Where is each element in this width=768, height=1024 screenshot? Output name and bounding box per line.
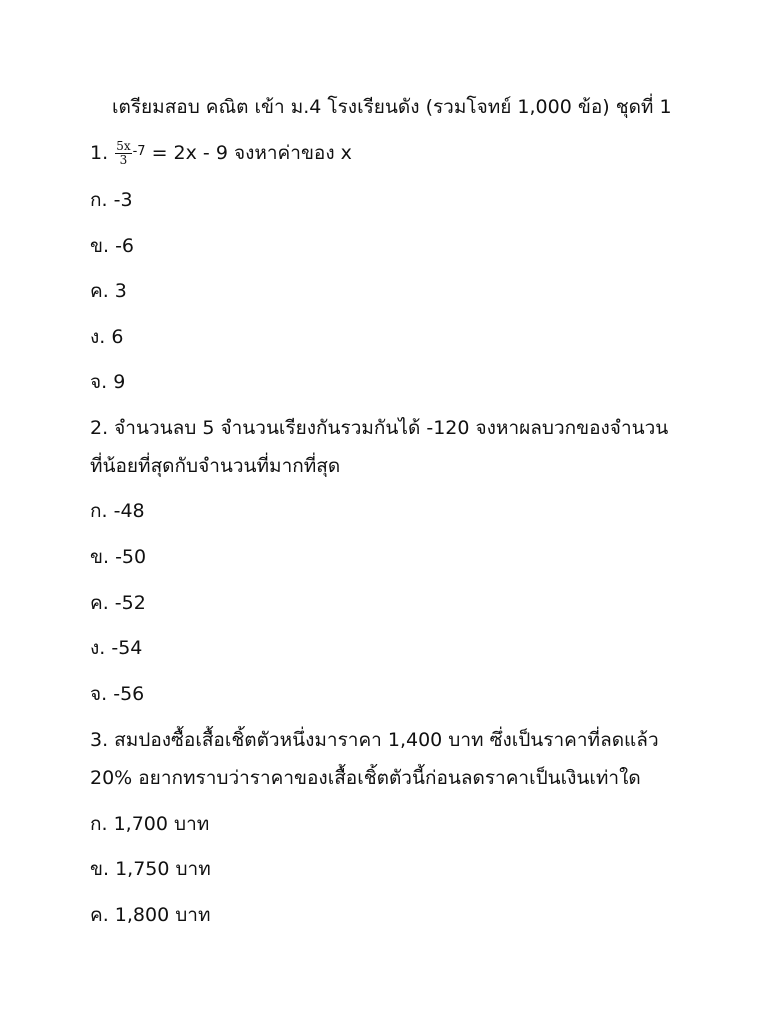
q1-choice-d: ง. 6 <box>90 326 124 348</box>
q2-choice-b: ข. -50 <box>90 546 147 568</box>
q2-choice-e: จ. -56 <box>90 683 145 705</box>
q3-choice-b: ข. 1,750 บาท <box>90 858 211 880</box>
question-2-line-1: 2. จำนวนลบ 5 จำนวนเรียงกันรวมกันได้ -120 จงหาผลบวกของจำนวน <box>90 417 669 439</box>
question-1-number: 1. <box>90 142 109 164</box>
question-1-text: = 2x - 9 จงหาค่าของ x <box>145 142 352 164</box>
q2-choice-c: ค. -52 <box>90 592 146 614</box>
question-1 <box>90 139 352 167</box>
question-3-line-2: 20% อยากทราบว่าราคาของเสื้อเชิ้ตตัวนี้ก่อนลดราคาเป็นเงินเท่าใด <box>90 767 641 789</box>
fraction-numerator: 5x <box>116 139 131 153</box>
q3-choice-a: ก. 1,700 บาท <box>90 813 210 835</box>
q1-choice-c: ค. 3 <box>90 280 127 302</box>
fraction-denominator: 3 <box>119 153 128 167</box>
fraction <box>115 140 131 167</box>
q1-choice-b: ข. -6 <box>90 235 135 257</box>
question-1-minus-seven: -7 <box>132 144 146 159</box>
question-3-line-1: 3. สมปองซื้อเสื้อเชิ้ตตัวหนึ่งมาราคา 1,400 บาท ซึ่งเป็นราคาที่ลดแล้ว <box>90 729 659 751</box>
q2-choice-a: ก. -48 <box>90 500 145 522</box>
q3-choice-c: ค. 1,800 บาท <box>90 904 211 926</box>
q2-choice-d: ง. -54 <box>90 637 143 659</box>
document-title: เตรียมสอบ คณิต เข้า ม.4 โรงเรียนดัง (รวมโจทย์ 1,000 ข้อ) ชุดที่ 1 <box>112 96 672 118</box>
question-2-line-2: ที่น้อยที่สุดกับจำนวนที่มากที่สุด <box>90 455 341 477</box>
q1-choice-e: จ. 9 <box>90 371 126 393</box>
q1-choice-a: ก. -3 <box>90 189 133 211</box>
